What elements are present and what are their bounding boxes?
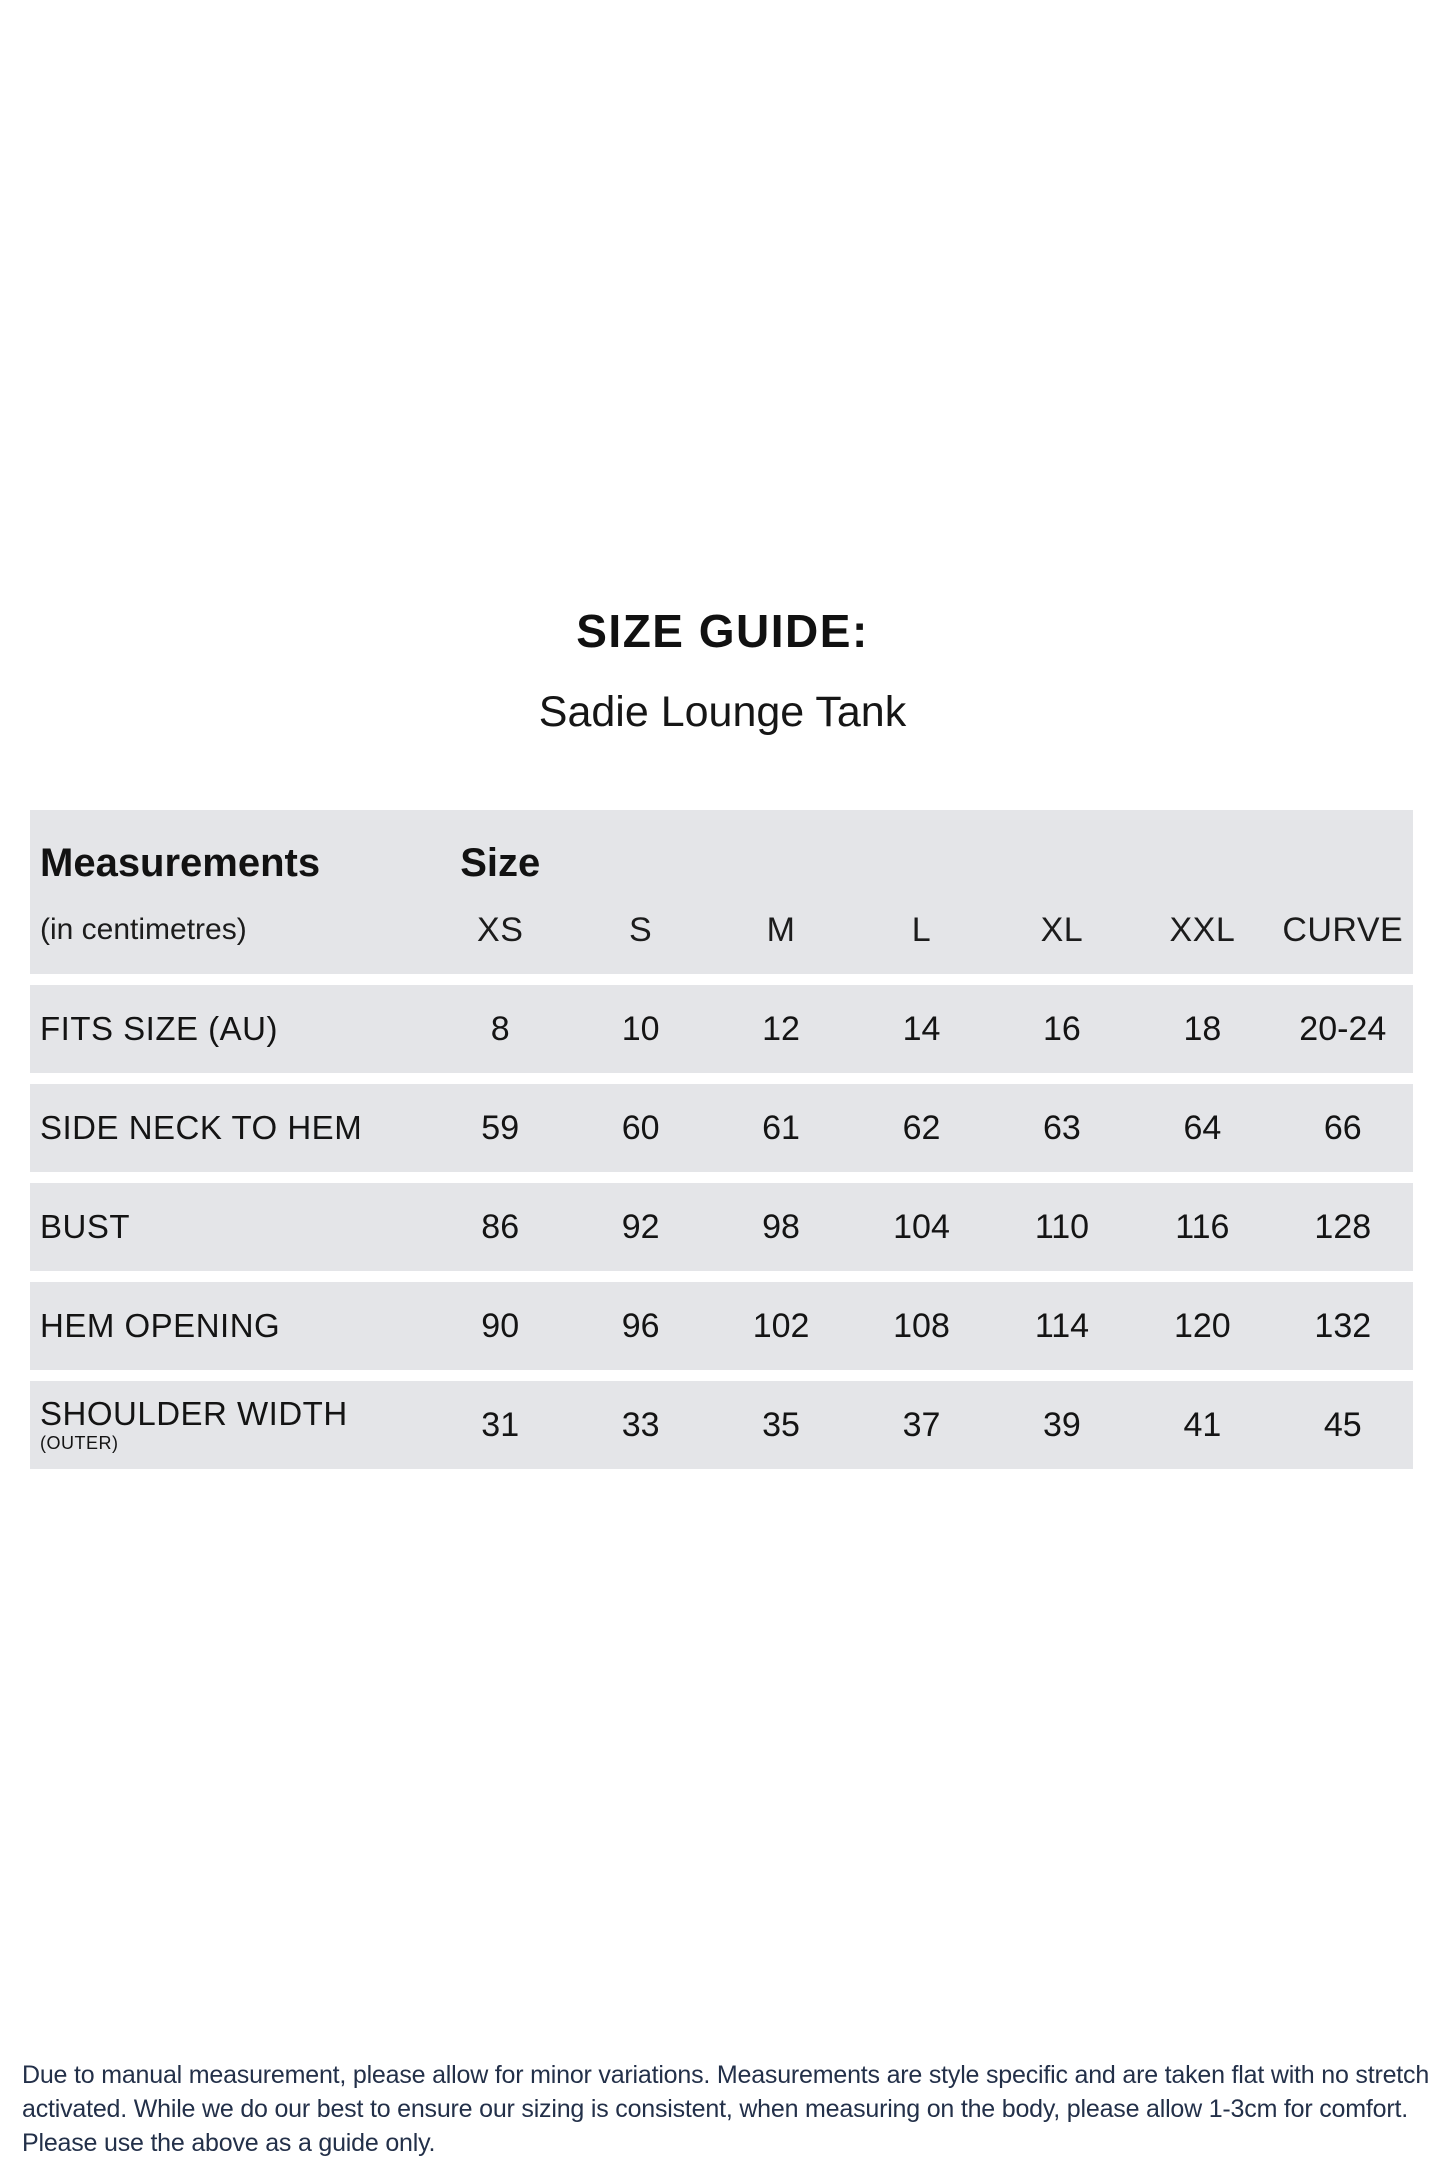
table-header-row [30, 810, 1413, 974]
cell-value: 18 [1183, 1009, 1222, 1048]
row-note: (OUTER) [40, 1433, 119, 1454]
table-row-bust [30, 1183, 1413, 1271]
size-column-header-l: L [911, 910, 932, 949]
cell-value: 41 [1183, 1405, 1222, 1444]
cell-value: 63 [1043, 1108, 1081, 1147]
cell-value: 90 [481, 1306, 520, 1345]
cell-value: 132 [1314, 1306, 1372, 1345]
cell-value: 98 [762, 1207, 800, 1246]
row-label: BUST [40, 1207, 131, 1245]
measurements-unit-note: (in centimetres) [40, 913, 247, 946]
cell-value: 64 [1183, 1108, 1222, 1147]
cell-value: 35 [762, 1405, 800, 1444]
page-title: SIZE GUIDE: [576, 605, 869, 657]
size-column-header-curve: CURVE [1282, 910, 1404, 949]
cell-value: 45 [1323, 1405, 1362, 1444]
cell-value: 60 [621, 1108, 660, 1147]
row-label: SHOULDER WIDTH [40, 1394, 348, 1432]
cell-value: 66 [1323, 1108, 1362, 1147]
row-label: FITS SIZE (AU) [40, 1009, 278, 1047]
table-row-fits-size [30, 985, 1413, 1073]
cell-value: 12 [762, 1009, 800, 1048]
row-label-cell [30, 1108, 430, 1146]
cell-value: 14 [902, 1009, 941, 1048]
cell-value: 116 [1175, 1207, 1230, 1246]
size-column-header-m: M [766, 910, 796, 949]
row-label-cell [30, 1394, 430, 1454]
cell-value: 31 [481, 1405, 520, 1444]
measurement-disclaimer: Due to manual measurement, please allow for minor variations. Measurements are style specific and are taken flat with no stretch activated. While we do our best to ensure our sizing is consistent, when measuring on the body, please allow 1-3cm for comfort. Please use the above as a guide only. [22, 2061, 1430, 2157]
size-column-header-xl: XL [1040, 910, 1084, 949]
size-column-header-s: S [629, 910, 653, 949]
cell-value: 86 [481, 1207, 520, 1246]
row-label-cell [30, 1009, 430, 1047]
table-row-side-neck-to-hem [30, 1084, 1413, 1172]
cell-value: 102 [752, 1306, 810, 1345]
cell-value: 114 [1034, 1306, 1090, 1345]
cell-value: 61 [762, 1108, 800, 1147]
cell-value: 120 [1173, 1306, 1231, 1345]
measurements-header: Measurements [40, 841, 321, 885]
cell-value: 92 [621, 1207, 660, 1246]
cell-value: 59 [481, 1108, 520, 1147]
size-column-header-xs: XS [477, 910, 524, 949]
cell-value: 39 [1043, 1405, 1081, 1444]
cell-value: 8 [490, 1009, 510, 1048]
row-label: HEM OPENING [40, 1306, 281, 1344]
size-header: Size [460, 841, 541, 885]
cell-value: 128 [1314, 1207, 1372, 1246]
row-label: SIDE NECK TO HEM [40, 1108, 363, 1146]
table-row-hem-opening [30, 1282, 1413, 1370]
cell-value: 37 [902, 1405, 941, 1444]
cell-value: 10 [621, 1009, 660, 1048]
table-row-shoulder-width [30, 1381, 1413, 1469]
cell-value: 33 [621, 1405, 660, 1444]
cell-value: 16 [1043, 1009, 1081, 1048]
size-table [30, 810, 1413, 1480]
cell-value: 96 [621, 1306, 660, 1345]
cell-value: 110 [1034, 1207, 1090, 1246]
row-label-cell [30, 1207, 430, 1245]
cell-value: 62 [902, 1108, 941, 1147]
size-column-header-xxl: XXL [1169, 910, 1236, 949]
cell-value: 20-24 [1299, 1009, 1387, 1048]
cell-value: 104 [893, 1207, 950, 1246]
product-name: Sadie Lounge Tank [538, 688, 907, 736]
row-label-cell [30, 1306, 430, 1344]
cell-value: 108 [893, 1306, 950, 1345]
